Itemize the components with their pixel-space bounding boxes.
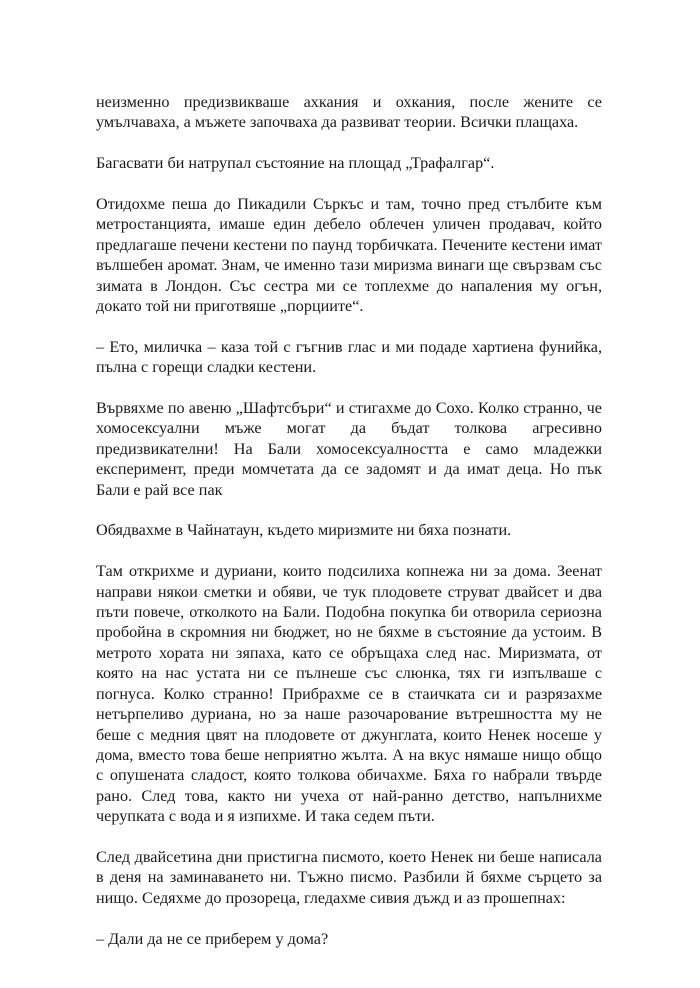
paragraph: Обядвахме в Чайнатаун, където миризмите ни бяха познати.	[96, 521, 512, 540]
paragraph: Вървяхме по авеню „Шафтсбъри“ и стигахме до Сохо. Колко странно, че хомосексуални мъже могат да бъдат толкова агресивно предизвикателни! На Бали хомосексуалността е само младежки експеримент, преди момчетата да се задомят и да имат деца. Но пък Бали е рай все пак	[96, 399, 602, 499]
dialogue-paragraph: – Дали да не се приберем у дома?	[96, 929, 329, 948]
paragraph: неизменно предизвикваше ахкания и охкания, после жените се умълчаваха, а мъжете започваха да развиват теории. Всички плащаха.	[96, 93, 602, 132]
paragraph: Там открихме и дуриани, които подсилиха копнежа ни за дома. Зеенат направи някои сметки и обяви, че тук плодовете струват двайсет и два пъти повече, отколкото на Бали. Подобна покупка би отворила сериозна пробойна в скромния ни бюджет, но не бяхме в състояние да устоим. В метрото хората ни зяпаха, като се обръщаха след нас. Миризмата, от която на нас устата ни се пълнеше със слюнка, тях ги изпълваше с погнуса. Колко странно! Прибрахме се в стаичката си и разрязахме нетърпеливо дуриана, но за наше разочарование вътрешността му не беше с медния цвят на плодовете от джунглата, които Ненек носеше у дома, вместо това беше неприятно жълта. А на вкус нямаше нищо общо с опушената сладост, която толкова обичахме. Бяха го набрали твърде рано. След това, както ни учеха от най-ранно детство, напълнихме черупката с вода и я изпихме. И така седем пъти.	[96, 562, 602, 826]
paragraph: Отидохме пеша до Пикадили Съркъс и там, точно пред стълбите към метростанцията, имаше един дебело облечен уличен продавач, който предлагаше печени кестени по паунд торбичката. Печените кестени имат вълшебен аромат. Знам, че именно тази миризма винаги ще свързвам със зимата в Лондон. Със сестра ми се топлехме до напаления му огън, докато той ни приготвяше „порциите“.	[96, 195, 602, 316]
paragraph: След двайсетина дни пристигна писмото, което Ненек ни беше написала в деня на заминаването ни. Тъжно писмо. Разбили й бяхме сърцето за нищо. Седяхме до прозореца, гледахме сивия дъжд и аз прошепнах:	[96, 847, 602, 907]
text-body	[96, 92, 602, 969]
dialogue-paragraph: – Ето, миличка – каза той с гъгнив глас и ми подаде хартиена фунийка, пълна с горещи сладки кестени.	[96, 337, 602, 377]
paragraph: Багасвати би натрупал състояние на площад „Трафалгар“.	[96, 154, 495, 173]
